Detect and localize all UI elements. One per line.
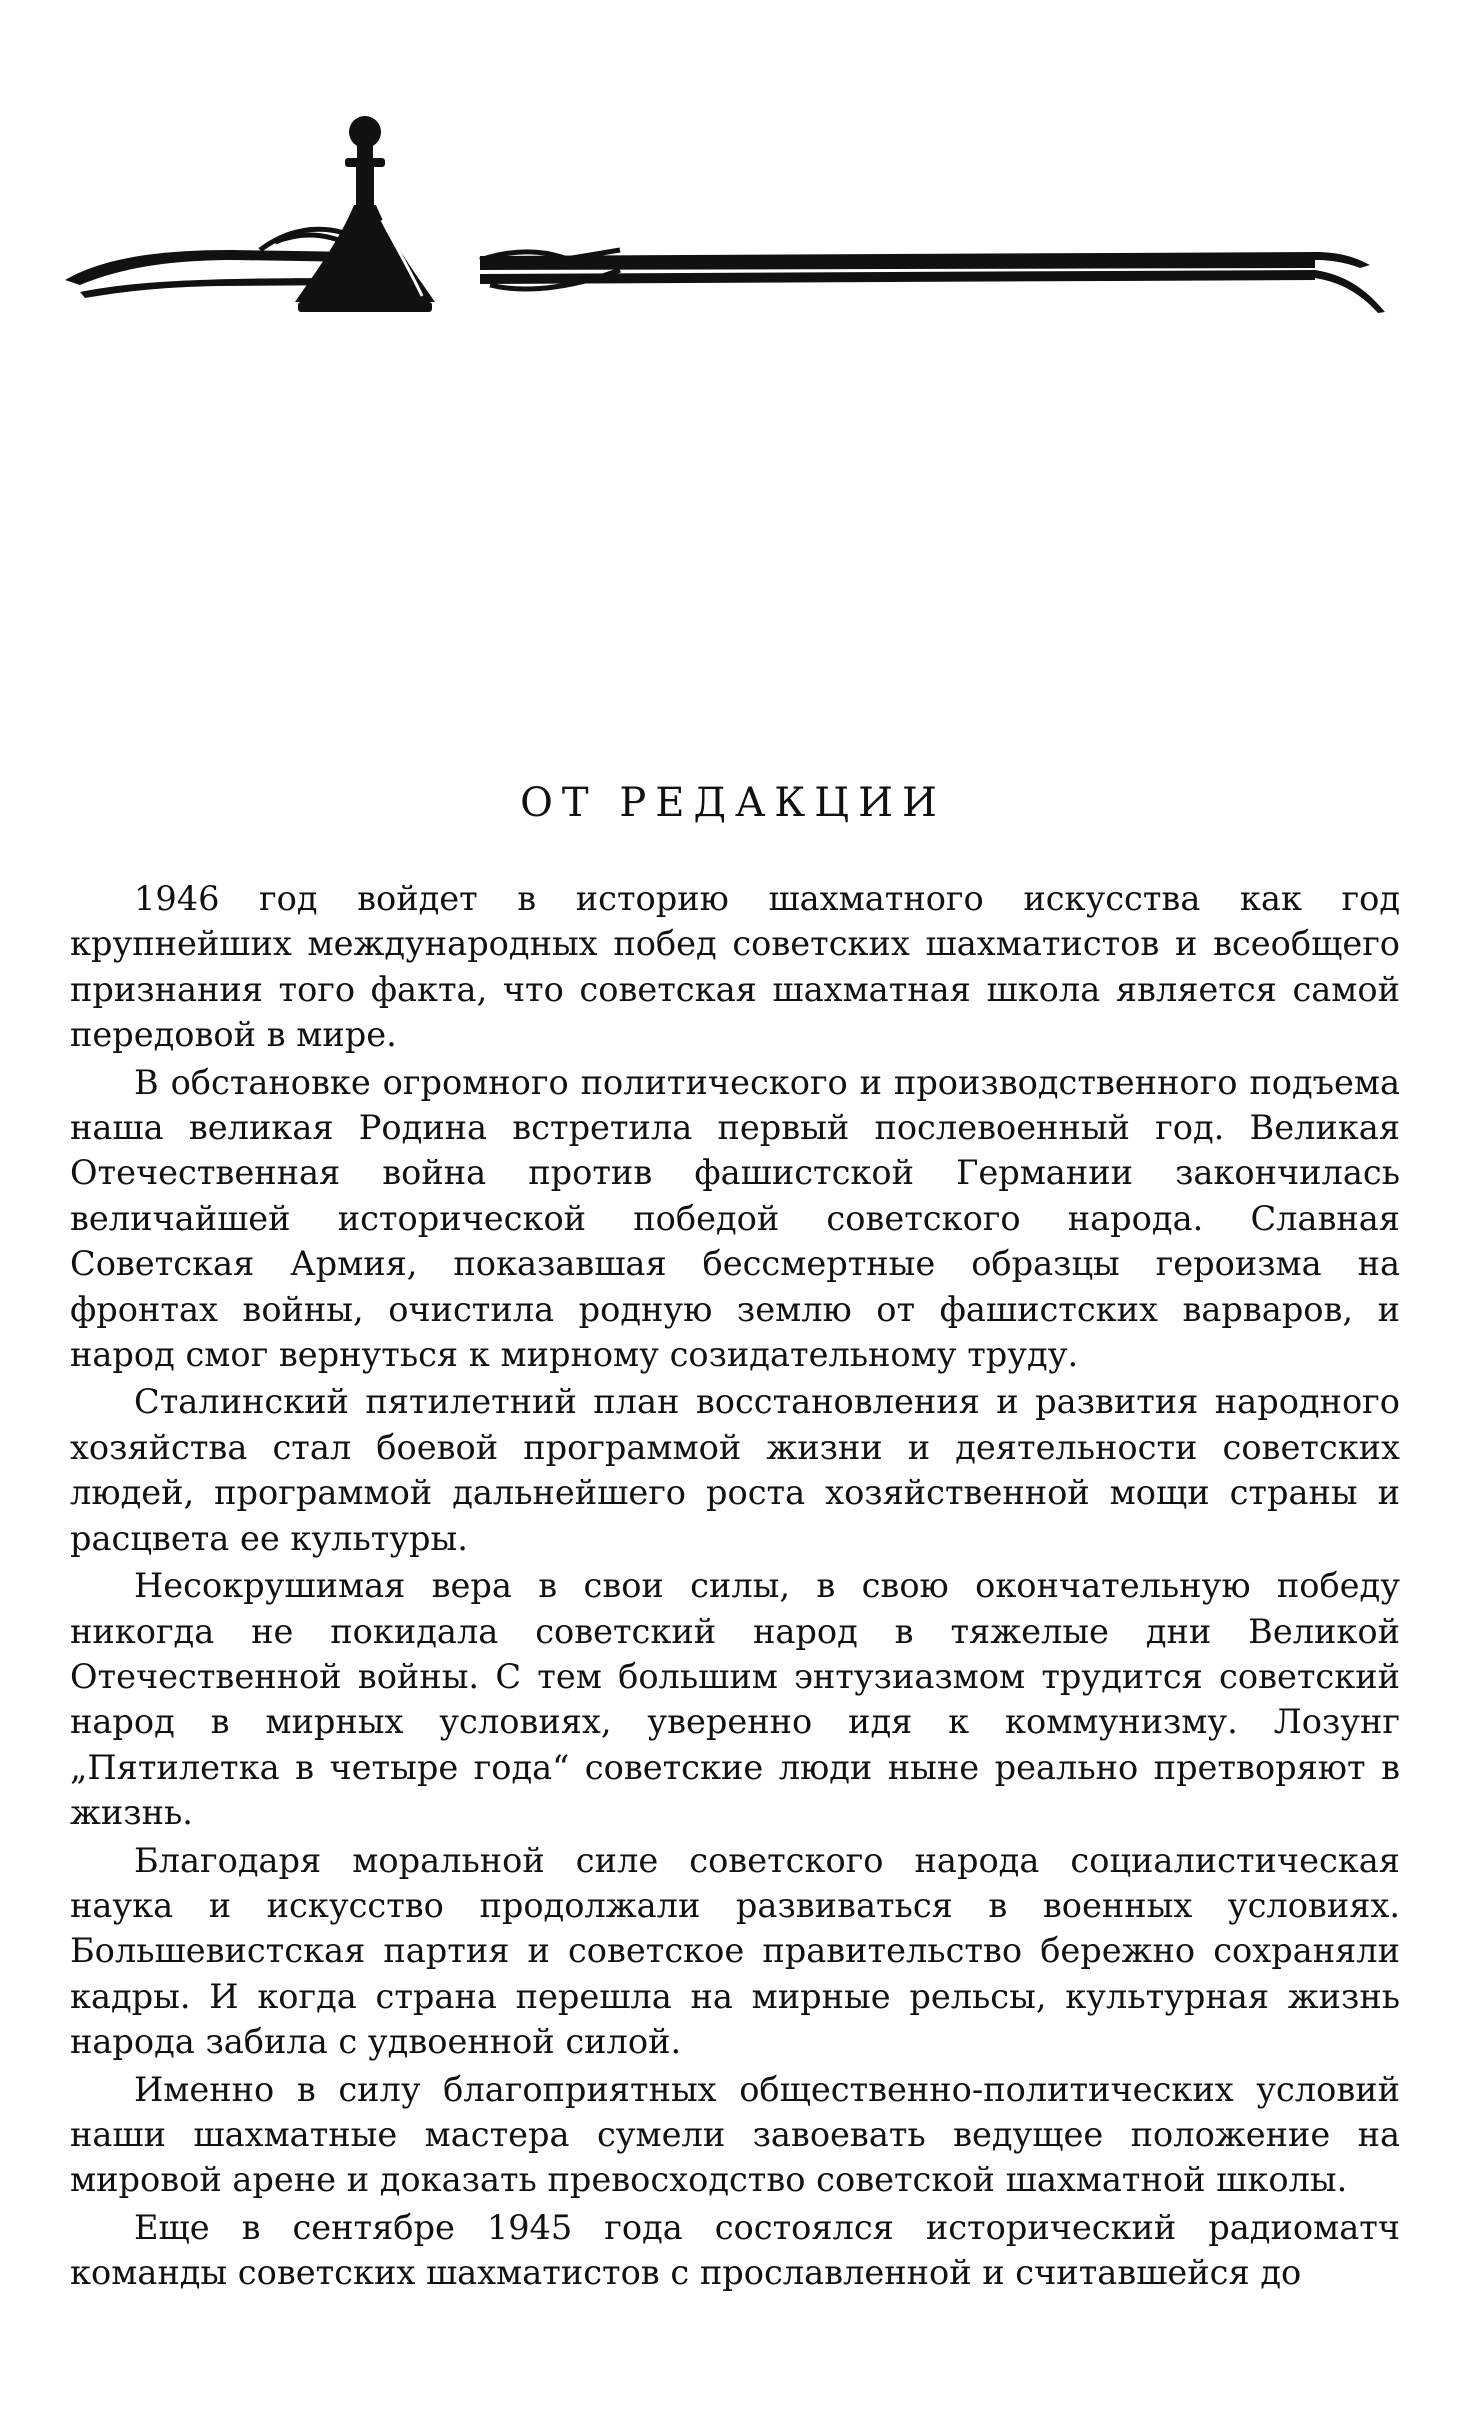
chess-pawn-ribbon-ornament — [60, 110, 1400, 340]
paragraph: 1946 год войдет в историю шахматного искусства как год крупнейших международных побед советских шахматистов и всеобщего признания того факта, что советская шахматная школа является самой передовой в мире. — [70, 879, 1400, 1055]
ribbon-band — [65, 250, 1385, 313]
paragraph: Сталинский пятилетний план восстановления и развития народного хозяйства стал боевой программой жизни и деятельности советских людей, программой дальнейшего роста хозяйственной мощи страны и расцвета ее культуры. — [70, 1382, 1400, 1558]
paragraph: Несокрушимая вера в свои силы, в свою окончательную победу никогда не покидала советский народ в тяжелые дни Великой Отечественной войны. С тем большим энтузиазмом трудится советский народ в мирных условиях, уверенно идя к коммунизму. Лозунг „Пятилетка в четыре года“ советские люди ныне реально претворяют в жизнь. — [70, 1566, 1400, 1833]
paragraph: Благодаря моральной силе советского народа социалистическая наука и искусство продолжали развиваться в военных условиях. Большевистская партия и советское правительство бережно сохраняли кадры. И когда страна перешла на мирные рельсы, культурная жизнь народа забила с удвоенной силой. — [70, 1840, 1400, 2062]
page-title: ОТ РЕДАКЦИИ — [520, 780, 946, 826]
paragraph: Еще в сентябре 1945 года состоялся исторический радиоматч команды советских шахматистов с прославленной и считавшейся до — [70, 2207, 1400, 2293]
body-text — [70, 876, 1400, 2298]
paragraph: В обстановке огромного политического и производственного подъема наша великая Родина встретила первый послевоенный год. Великая Отечественная война против фашистской Германии закончилась величайшей исторической победой советского народа. Славная Советская Армия, показавшая бессмертные образцы героизма на фронтах войны, очистила родную землю от фашистских варваров, и народ смог вернуться к мирному созидательному труду. — [70, 1062, 1400, 1375]
paragraph: Именно в силу благоприятных общественно-политических условий наши шахматные мастера сумели завоевать ведущее положение на мировой арене и доказать превосходство советской шахматной школы. — [70, 2069, 1400, 2200]
